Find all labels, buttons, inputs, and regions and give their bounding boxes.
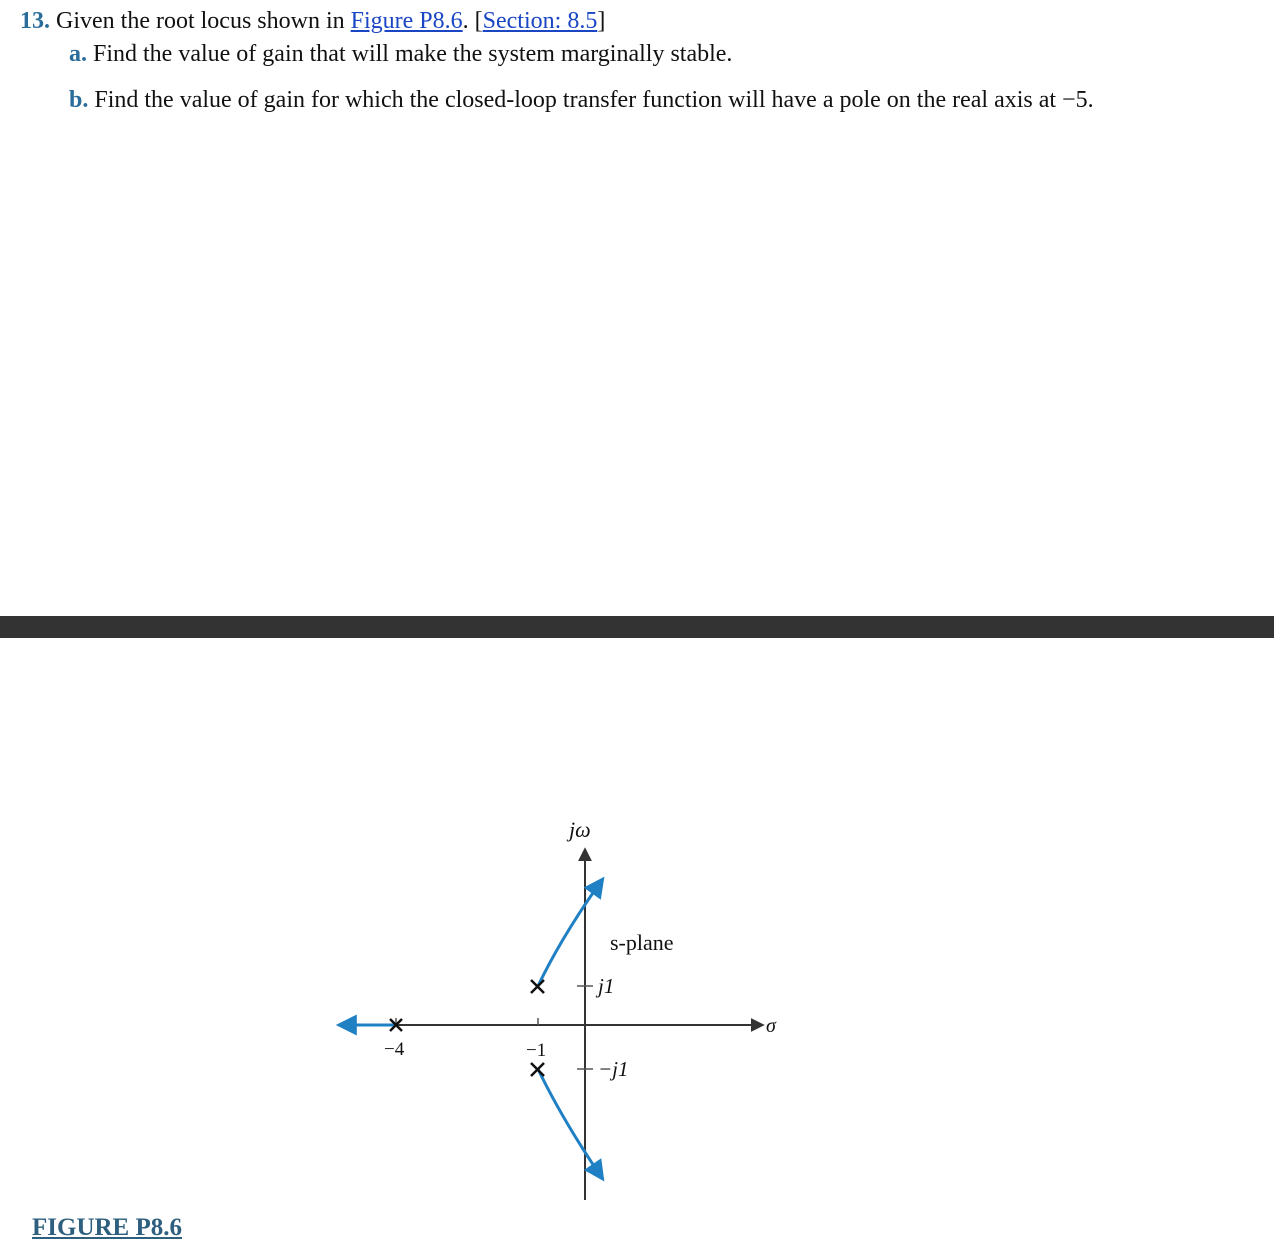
locus-branch-lower (538, 1069, 602, 1178)
root-locus-figure (0, 640, 1274, 1258)
figure-caption-link[interactable]: FIGURE P8.6 (32, 1214, 182, 1241)
part-b (69, 86, 1129, 114)
part-b-letter: b. (69, 87, 89, 113)
section-divider-bar (0, 616, 1274, 638)
tick-label-j1: j1 (598, 974, 615, 998)
tick-label-neg4: −4 (384, 1039, 405, 1060)
tick-label-neg1: −1 (526, 1040, 547, 1061)
sigma-axis-label: σ (766, 1015, 776, 1037)
pole-marker-upper (531, 980, 544, 993)
part-a-letter: a. (69, 41, 87, 67)
locus-branch-upper (538, 880, 602, 986)
jw-axis-label: jω (569, 817, 591, 842)
figure-link[interactable]: Figure P8.6 (350, 8, 463, 34)
closing-bracket-text: ] (597, 8, 606, 34)
problem-question-line (20, 6, 1200, 36)
pole-marker-lower (531, 1063, 544, 1076)
section-link[interactable]: Section: 8.5 (482, 8, 598, 34)
tick-label-neg-j1: −j1 (598, 1057, 629, 1081)
part-a (69, 40, 1129, 68)
problem-number: 13. (20, 8, 50, 34)
part-a-text: Find the value of gain that will make the system marginally stable. (93, 41, 733, 67)
part-b-text: Find the value of gain for which the closed-loop transfer function will have a pole on the real axis at −5. (94, 87, 1094, 113)
s-plane-label: s-plane (610, 930, 674, 955)
problem-statement (20, 6, 1200, 36)
problem-intro-text: Given the root locus shown in (56, 8, 345, 34)
link-separator-text: . [ (462, 8, 483, 34)
